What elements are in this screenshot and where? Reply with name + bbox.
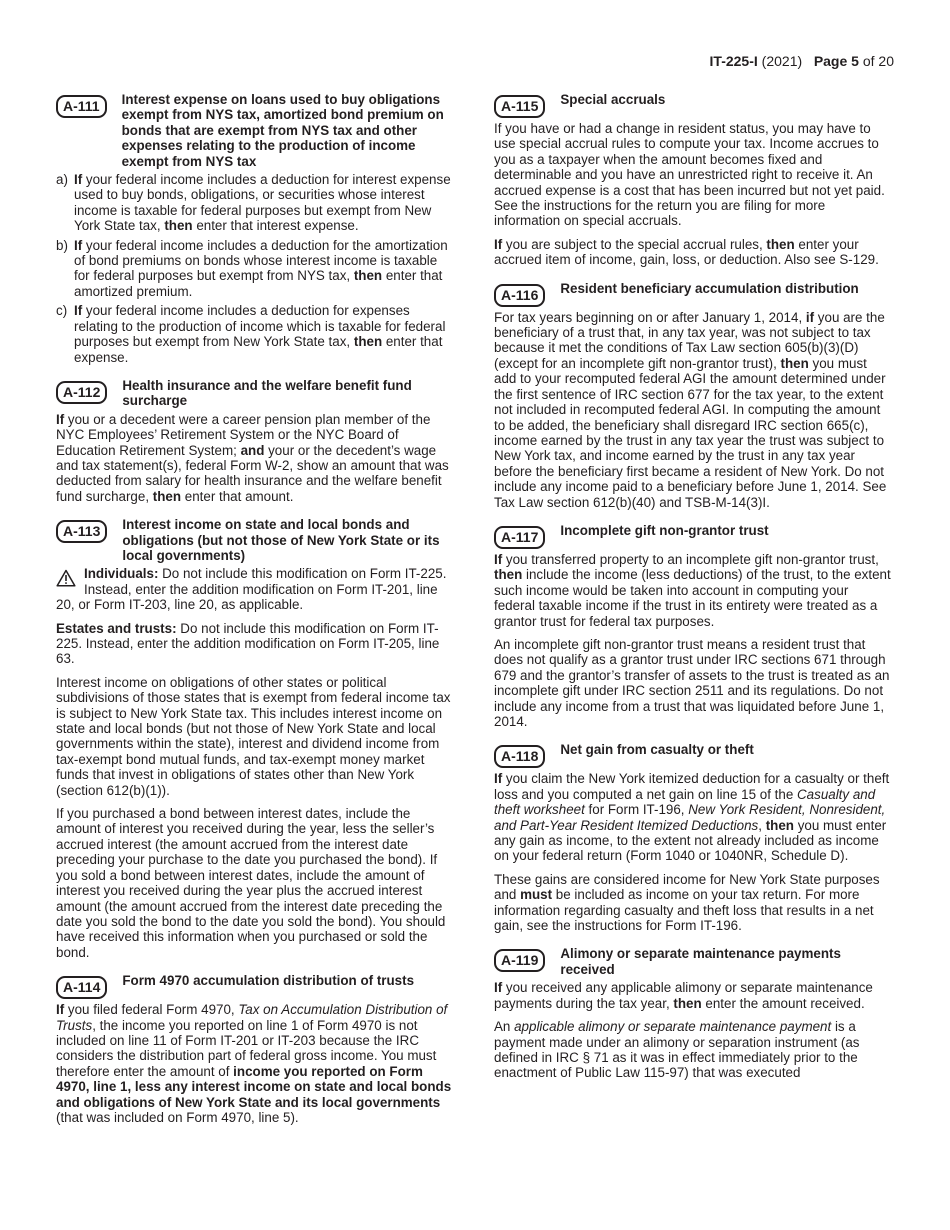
left-column — [56, 92, 452, 1138]
warning-icon — [56, 569, 76, 587]
section-a117 — [494, 523, 892, 729]
section-a119 — [494, 946, 892, 1080]
paragraph: If you have or had a change in resident status, you may have to use special accrual rules to compute your tax. Income accrues to you as a taxpayer when the amount becomes fixed and determinable and you have an unrestricted right to receive it. An accrued expense is a cost that has been incurred but not yet paid. See the instructions for the return you are filing for more information on special accruals. — [494, 121, 885, 229]
section-title-a113: Interest income on state and local bonds and obligations (but not those of New York State or its local governments) — [122, 517, 440, 563]
page-label: Page — [813, 53, 848, 69]
section-title-a116: Resident beneficiary accumulation distribution — [560, 280, 859, 296]
paragraph: If you claim the New York itemized deduction for a casualty or theft loss and you computed a net gain on line 15 of the Casualty and theft worksheet for Form IT-196, New York Resident, Nonresident, and Part-Year Resident Itemized Deductions, then you must enter any gain as income, to the extent not already included as income on your federal return (Form 1040 or 1040NR, Schedule D). — [494, 771, 890, 864]
paragraph: An incomplete gift non-grantor trust means a resident trust that does not qualify as a grantor trust under IRC sections 671 through 679 and the grantor’s transfer of assets to the trust is treated as an incomplete gift under IRC section 2511 and its regulations. Do not include any income from a trust that was liquidated before June 1, 2014. — [494, 636, 890, 729]
code-badge-a113: A-113 — [56, 520, 107, 543]
paragraph: These gains are considered income for New York State purposes and must be included as income on your tax return. For more information regarding casualty and theft loss that results in a net gain, see the instructions for Form IT-196. — [494, 871, 880, 934]
code-badge-a115: A-115 — [494, 95, 545, 118]
paragraph: If you purchased a bond between interest dates, include the amount of interest you received during the year, less the seller’s accrued interest (the amount accrued from the interest date preceding your purchase to the date you purchased the bond). If you sold a bond between interest dates, include the amount of interest you received during the year plus the accrued interest amount (the amount accrued from the interest date preceding the date you sold the bond to the date you sold the bond). You should have received this information when you purchased or sold the bond. — [56, 806, 446, 960]
page-header — [710, 53, 894, 70]
section-title-a115: Special accruals — [560, 92, 666, 107]
paragraph: If you received any applicable alimony or separate maintenance payments during the tax year, then enter the amount received. — [494, 980, 873, 1011]
list-item-a: a) If your federal income includes a deduction for interest expense used to buy bonds, obligations, or securities whose interest income is taxable for federal purposes but exempt from New York State tax, then enter that interest expense. — [56, 172, 451, 234]
form-year: (2021) — [761, 53, 803, 69]
section-a114 — [56, 973, 452, 1125]
section-a118 — [494, 742, 892, 933]
section-title-a118: Net gain from casualty or theft — [560, 742, 754, 758]
paragraph: For tax years beginning on or after January 1, 2014, if you are the beneficiary of a trust that, in any tax year, was not subject to tax because it met the conditions of Tax Law section 605(b)(3)(D) (except for an incomplete gift non-grantor trust), then you must add to your recomputed federal AGI the amount determined under the first sentence of IRC section 677 for the tax year, to the extent not included in recomputed federal AGI. In computing the amount to be added, the beneficiary shall disregard IRC section 665(c), income earned by the trust in any tax year the trust was subject to New York tax, and income earned by the trust in any tax year before the beneficiary first became a resident of New York. Do not include any income paid to a beneficiary before June 1, 2014. See Tax Law section 612(b)(40) and TSB-M-14(3)I. — [494, 309, 887, 510]
section-a113 — [56, 517, 452, 960]
section-a112 — [56, 378, 452, 504]
section-title-a111: Interest expense on loans used to buy obligations exempt from NYS tax, amortized bond premium on bonds that are exempt from NYS tax and other expenses relating to the production of income exempt from NYS tax — [121, 92, 444, 169]
section-title-a112: Health insurance and the welfare benefit fund surcharge — [122, 377, 412, 409]
paragraph: If you filed federal Form 4970, Tax on Accumulation Distribution of Trusts, the income you reported on line 1 of Form 4970 is not included on line 11 of Form IT-201 or IT-203 because the IRC considers the distribution part of federal gross income. You must therefore enter the amount of income you reported on Form 4970, line 1, less any interest income on state and local bonds and obligations of New York State and its local governments (that was included on Form 4970, line 5). — [56, 1002, 452, 1125]
paragraph: If you are subject to the special accrual rules, then enter your accrued item of income, gain, loss, or deduction. Also see S-129. — [494, 236, 879, 268]
paragraph: If you or a decedent were a career pension plan member of the NYC Employees’ Retirement System or the NYC Board of Education Retirement System; and your or the decedent’s wage and tax statement(s), federal Form W-2, show an amount that was deducted from salary for health insurance and the welfare benefit fund surcharge, then enter that amount. — [56, 411, 449, 504]
estates-note: Estates and trusts: Do not include this modification on Form IT-225. Instead, enter the addition modification on Form IT-205, line 63. — [56, 620, 440, 667]
list-item-c: c) If your federal income includes a deduction for expenses relating to the production of income which is taxable for federal purposes but exempt from New York State tax, then enter that expense. — [56, 303, 446, 365]
individuals-note: Individuals: Do not include this modification on Form IT-225. Instead, enter the addition modification on Form IT-201, line 20, or Form IT-203, line 20, as applicable. — [56, 566, 447, 613]
section-title-a114: Form 4970 accumulation distribution of trusts — [122, 973, 415, 989]
form-number: IT-225-I — [709, 53, 758, 69]
page-total: of 20 — [862, 53, 894, 69]
section-a116 — [494, 281, 892, 510]
code-badge-a112: A-112 — [56, 381, 107, 404]
code-badge-a117: A-117 — [494, 526, 545, 549]
paragraph: An applicable alimony or separate maintenance payment is a payment made under an alimony or separation instrument (as defined in IRC § 71 as it was in effect immediately prior to the enactment of Public Law 115-97) that was executed — [494, 1019, 860, 1081]
right-column — [494, 92, 892, 1094]
paragraph: If you transferred property to an incomplete gift non-grantor trust, then include the income (less deductions) of the trust, to the extent such income would be taken into account in computing your federal taxable income if the trust in its entirety were treated as a grantor trust for federal tax purposes. — [494, 551, 891, 629]
section-title-a119: Alimony or separate maintenance payments received — [560, 946, 841, 977]
page-number: 5 — [851, 53, 859, 69]
paragraph: Interest income on obligations of other states or political subdivisions of those states that is exempt from federal income tax is subject to New York State tax. This includes interest income on state and local bonds (but not those of New York State and local governments within the state), interest and dividend income from tax-exempt bond mutual funds, and tax-exempt money market funds that invest in obligations of states other than New York (section 612(b)(1)). — [56, 674, 451, 798]
code-badge-a118: A-118 — [494, 745, 545, 768]
code-badge-a114: A-114 — [56, 976, 107, 999]
section-a111 — [56, 92, 452, 365]
list-item-b: b) If your federal income includes a deduction for the amortization of bond premiums on bonds whose interest income is taxable for federal purposes but exempt from NYS tax, then enter that amortized premium. — [56, 237, 448, 299]
code-badge-a116: A-116 — [494, 284, 545, 307]
code-badge-a119: A-119 — [494, 949, 545, 972]
code-badge-a111: A-111 — [56, 95, 107, 118]
section-title-a117: Incomplete gift non-grantor trust — [560, 522, 769, 538]
section-a115 — [494, 92, 892, 268]
